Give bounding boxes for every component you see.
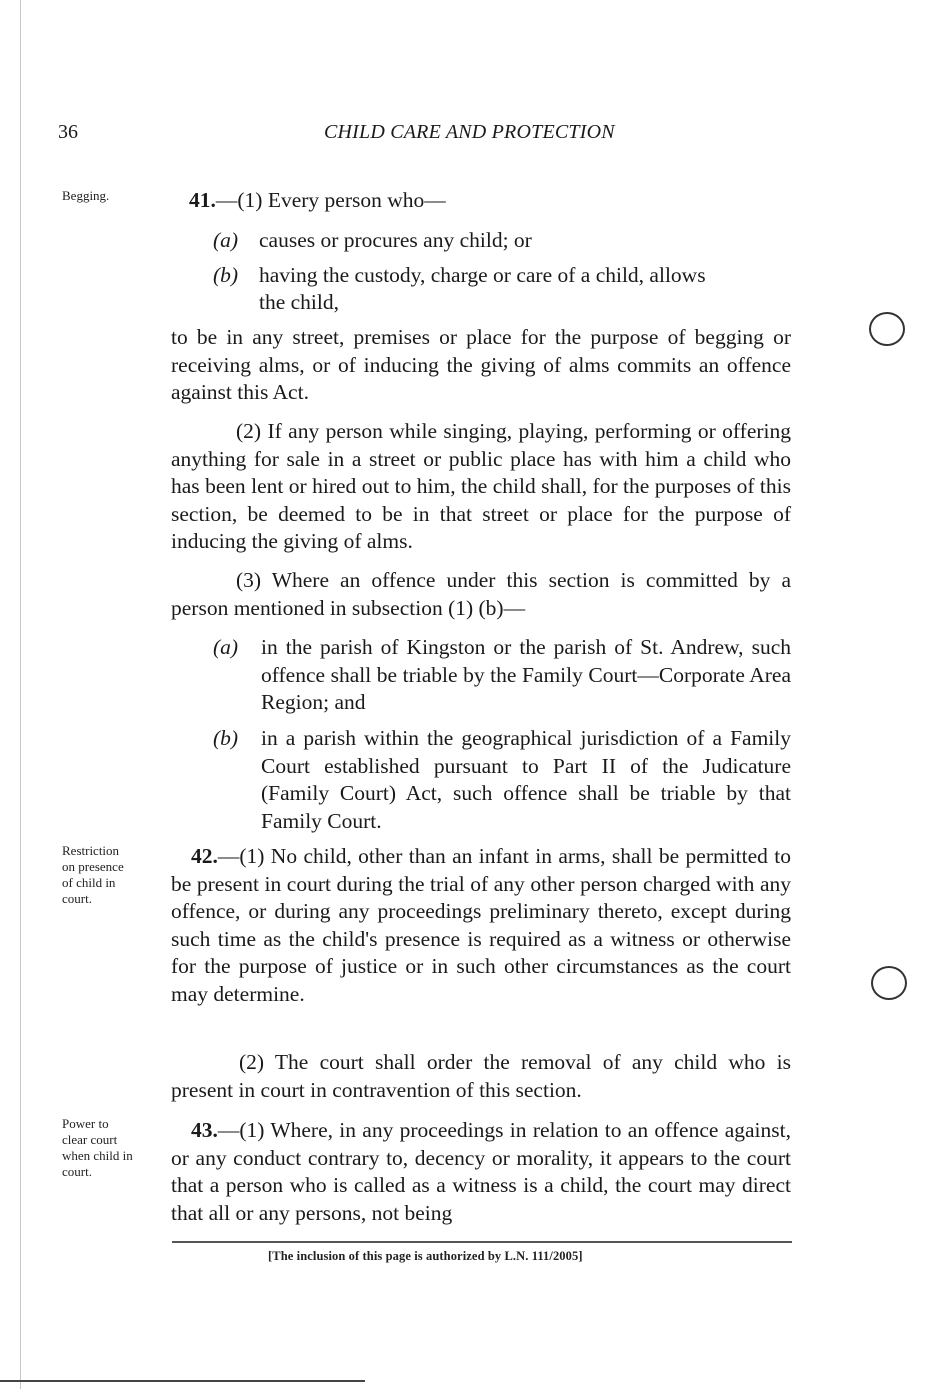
running-head: CHILD CARE AND PROTECTION (324, 121, 615, 143)
footer-rule (172, 1241, 792, 1243)
section-41-tail: to be in any street, premises or place for the purpose of begging or receiving alms, or of inducing the giving of alms commits an offence against this Act. (171, 325, 791, 404)
section-41-sub3-intro: (3) Where an offence under this section is committed by a person mentioned in subsection (1) (b)— (171, 568, 791, 620)
section-41-sub2: (2) If any person while singing, playing, performing or offering anything for sale in a street or public place has with him a child who has been lent or hired out to him, the child shall, for the purposes of this section, be deemed to be in that street or place for the purpose of inducing the giving of alms. (171, 419, 791, 553)
margin-note-line: court. (62, 891, 92, 906)
margin-note-line: clear court (62, 1132, 118, 1147)
margin-note-line: Power to (62, 1116, 109, 1131)
section-number: 41. (189, 188, 216, 212)
margin-note-line: of child in (62, 875, 116, 890)
section-number: 42. (191, 844, 218, 868)
para-label-a: (a) (213, 228, 239, 252)
section-41-heading (189, 187, 446, 215)
para-b-line2: the child, (259, 290, 340, 314)
margin-note-line: when child in (62, 1148, 133, 1163)
margin-note-power-to-clear (62, 1116, 162, 1180)
section-42-sub1: 42.—(1) No child, other than an infant in arms, shall be permitted to be present in court during the trial of any other person charged with any offence, or during any proceedings preliminary thereto, except during such time as the child's presence is required as a witness or otherwise for the purpose of justice or in such other circumstances as the court may determine. (171, 844, 791, 1006)
scan-bottom-line (0, 1380, 365, 1382)
scan-edge-line (20, 0, 21, 1389)
page-number: 36 (58, 121, 78, 143)
sub3-label-a: (a) (213, 635, 239, 659)
punch-hole-bottom (871, 966, 907, 1000)
sub3-a-text: in the parish of Kingston or the parish of St. Andrew, such offence shall be triable by the Family Court—Corporate Area Region; and (261, 635, 791, 714)
section-42-sub2: (2) The court shall order the removal of any child who is present in court in contravention of this section. (171, 1050, 791, 1102)
section-number: 43. (191, 1118, 218, 1142)
section-41-intro: —(1) Every person who— (215, 188, 446, 212)
para-label-b: (b) (213, 263, 239, 287)
margin-note-line: Restriction (62, 843, 120, 858)
margin-note-line: on presence (62, 859, 124, 874)
punch-hole-top (869, 312, 905, 346)
para-a-text: causes or procures any child; or (259, 228, 532, 252)
section-43-sub1: 43.—(1) Where, in any proceedings in relation to an offence against, or any conduct contrary to, decency or morality, it appears to the court that a person who is called as a witness is a child, the court may direct that all or any persons, not being (171, 1118, 791, 1225)
footer-authorization: [The inclusion of this page is authorized by L.N. 111/2005] (268, 1249, 583, 1263)
margin-note-restriction (62, 843, 152, 907)
sub3-label-b: (b) (213, 726, 239, 750)
margin-note-line: court. (62, 1164, 92, 1179)
para-b-line1: having the custody, charge or care of a child, allows (259, 263, 706, 287)
sub3-b-text: in a parish within the geographical jurisdiction of a Family Court established pursuant to Part II of the Judicature (Family Court) Act, such offence shall be triable by that Family Court. (261, 726, 791, 833)
margin-note-begging: Begging. (62, 188, 110, 203)
